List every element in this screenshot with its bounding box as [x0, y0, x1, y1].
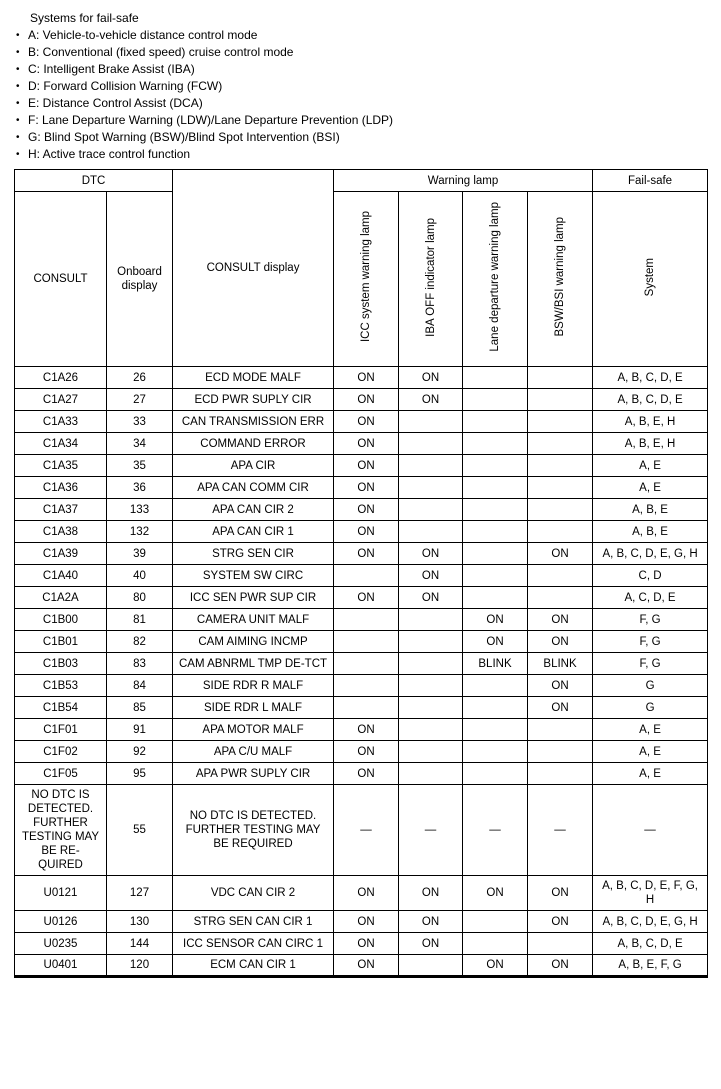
table-row [15, 719, 708, 741]
consult-display-cell: SYSTEM SW CIRC [173, 565, 334, 587]
fail-safe-system-label: E: Distance Control Assist (DCA) [28, 96, 203, 110]
bsw-bsi-lamp-cell [528, 565, 593, 587]
fail-safe-system-cell: — [593, 785, 708, 876]
lane-departure-lamp-cell [463, 719, 528, 741]
lane-departure-lamp-cell [463, 911, 528, 933]
fail-safe-system-cell: A, B, E [593, 521, 708, 543]
fail-safe-system-label: C: Intelligent Brake Assist (IBA) [28, 62, 195, 76]
icc-lamp-cell: — [334, 785, 399, 876]
iba-off-lamp-cell [399, 631, 463, 653]
onboard-display-column-header: Onboard display [107, 192, 173, 367]
fail-safe-system-cell: A, B, C, D, E, G, H [593, 911, 708, 933]
fail-safe-system-cell: A, B, C, D, E [593, 933, 708, 955]
iba-off-lamp-cell [399, 411, 463, 433]
fail-safe-system-cell: A, C, D, E [593, 587, 708, 609]
icc-lamp-cell [334, 653, 399, 675]
onboard-display-cell: 55 [107, 785, 173, 876]
iba-off-lamp-cell: ON [399, 911, 463, 933]
bsw-bsi-lamp-cell [528, 719, 593, 741]
icc-lamp-cell: ON [334, 911, 399, 933]
bullet-icon: • [16, 132, 20, 143]
onboard-display-cell: 92 [107, 741, 173, 763]
consult-display-cell: APA CIR [173, 455, 334, 477]
lane-departure-lamp-cell [463, 741, 528, 763]
onboard-display-cell: 127 [107, 876, 173, 911]
fail-safe-system-label: D: Forward Collision Warning (FCW) [28, 79, 223, 93]
system-column-label: System [644, 257, 657, 297]
lane-departure-lamp-cell: ON [463, 609, 528, 631]
warning-lamp-group-header: Warning lamp [334, 170, 593, 192]
consult-dtc-cell: C1A38 [15, 521, 107, 543]
table-row [15, 477, 708, 499]
consult-dtc-cell: C1B03 [15, 653, 107, 675]
lane-departure-lamp-cell [463, 411, 528, 433]
fail-safe-system-cell: A, B, E, F, G [593, 955, 708, 977]
bsw-bsi-lamp-cell [528, 587, 593, 609]
lane-departure-lamp-column-header [463, 192, 528, 367]
bsw-bsi-lamp-cell [528, 741, 593, 763]
consult-display-cell: APA MOTOR MALF [173, 719, 334, 741]
lane-departure-lamp-cell: BLINK [463, 653, 528, 675]
icc-lamp-cell: ON [334, 741, 399, 763]
iba-off-lamp-cell: — [399, 785, 463, 876]
fail-safe-group-header: Fail-safe [593, 170, 708, 192]
dtc-table [14, 169, 708, 978]
iba-off-lamp-cell [399, 499, 463, 521]
consult-dtc-cell: C1F01 [15, 719, 107, 741]
iba-off-lamp-cell [399, 521, 463, 543]
bsw-bsi-lamp-cell [528, 933, 593, 955]
table-row [15, 785, 708, 876]
bsw-bsi-lamp-cell: ON [528, 911, 593, 933]
icc-lamp-cell: ON [334, 411, 399, 433]
bsw-bsi-lamp-cell [528, 411, 593, 433]
consult-dtc-cell: C1A26 [15, 367, 107, 389]
table-row [15, 433, 708, 455]
icc-lamp-cell [334, 697, 399, 719]
bullet-icon: • [16, 98, 20, 109]
table-row [15, 697, 708, 719]
fail-safe-system-cell: A, E [593, 741, 708, 763]
consult-dtc-cell: C1A36 [15, 477, 107, 499]
table-row [15, 389, 708, 411]
onboard-display-cell: 132 [107, 521, 173, 543]
bsw-bsi-lamp-cell: ON [528, 697, 593, 719]
bullet-icon: • [16, 47, 20, 58]
consult-display-header: CONSULT display [173, 170, 334, 367]
consult-display-cell: COMMAND ERROR [173, 433, 334, 455]
table-row [15, 955, 708, 977]
lane-departure-lamp-cell [463, 675, 528, 697]
fail-safe-systems-list [14, 27, 707, 163]
lane-departure-lamp-cell [463, 697, 528, 719]
lane-departure-lamp-cell [463, 543, 528, 565]
bullet-icon: • [16, 115, 20, 126]
consult-dtc-cell: C1B01 [15, 631, 107, 653]
consult-display-cell: NO DTC IS DETECTED. FURTHER TESTING MAY BE REQUIRED [173, 785, 334, 876]
fail-safe-system-cell: A, E [593, 719, 708, 741]
consult-display-cell: CAM AIMING INCMP [173, 631, 334, 653]
consult-dtc-cell: NO DTC IS DETECTED. FURTHER TESTING MAY BE RE-QUIRED [15, 785, 107, 876]
fail-safe-system-cell: A, E [593, 477, 708, 499]
consult-display-cell: APA CAN COMM CIR [173, 477, 334, 499]
fail-safe-system-cell: F, G [593, 631, 708, 653]
lane-departure-lamp-cell: ON [463, 955, 528, 977]
icc-lamp-cell [334, 675, 399, 697]
lane-departure-lamp-cell [463, 565, 528, 587]
fail-safe-system-label: A: Vehicle-to-vehicle distance control mode [28, 28, 258, 42]
fail-safe-system-cell: F, G [593, 609, 708, 631]
fail-safe-system-cell: G [593, 697, 708, 719]
icc-lamp-cell: ON [334, 719, 399, 741]
bsw-bsi-lamp-cell [528, 477, 593, 499]
icc-lamp-cell: ON [334, 521, 399, 543]
bsw-bsi-lamp-cell [528, 763, 593, 785]
lane-departure-lamp-cell [463, 499, 528, 521]
lane-departure-lamp-cell [463, 933, 528, 955]
icc-lamp-cell: ON [334, 543, 399, 565]
fail-safe-system-cell: C, D [593, 565, 708, 587]
bsw-bsi-lamp-cell: ON [528, 543, 593, 565]
icc-lamp-cell: ON [334, 389, 399, 411]
table-row [15, 565, 708, 587]
table-row [15, 521, 708, 543]
onboard-display-cell: 91 [107, 719, 173, 741]
bsw-bsi-lamp-cell [528, 521, 593, 543]
consult-dtc-cell: U0235 [15, 933, 107, 955]
list-item [14, 78, 707, 95]
icc-lamp-cell: ON [334, 876, 399, 911]
onboard-display-cell: 34 [107, 433, 173, 455]
list-item [14, 95, 707, 112]
table-row [15, 763, 708, 785]
dtc-group-header: DTC [15, 170, 173, 192]
consult-display-cell: APA PWR SUPLY CIR [173, 763, 334, 785]
onboard-display-cell: 84 [107, 675, 173, 697]
fail-safe-system-cell: A, B, C, D, E, G, H [593, 543, 708, 565]
iba-off-lamp-cell [399, 741, 463, 763]
consult-dtc-cell: C1A37 [15, 499, 107, 521]
lane-departure-lamp-cell: — [463, 785, 528, 876]
fail-safe-system-label: B: Conventional (fixed speed) cruise control mode [28, 45, 294, 59]
onboard-display-cell: 80 [107, 587, 173, 609]
onboard-display-cell: 83 [107, 653, 173, 675]
onboard-display-cell: 36 [107, 477, 173, 499]
onboard-display-cell: 27 [107, 389, 173, 411]
fail-safe-system-cell: G [593, 675, 708, 697]
consult-display-cell: ICC SEN PWR SUP CIR [173, 587, 334, 609]
consult-dtc-cell: C1A34 [15, 433, 107, 455]
fail-safe-system-cell: A, B, C, D, E, F, G, H [593, 876, 708, 911]
table-group-header-row [15, 170, 708, 192]
onboard-display-cell: 120 [107, 955, 173, 977]
consult-display-cell: CAMERA UNIT MALF [173, 609, 334, 631]
icc-lamp-cell: ON [334, 477, 399, 499]
dtc-table-body [15, 367, 708, 977]
consult-dtc-cell: C1B00 [15, 609, 107, 631]
consult-display-cell: CAN TRANSMISSION ERR [173, 411, 334, 433]
iba-off-lamp-cell [399, 955, 463, 977]
icc-lamp-cell [334, 609, 399, 631]
bsw-bsi-lamp-cell: ON [528, 955, 593, 977]
bsw-bsi-lamp-cell [528, 455, 593, 477]
bsw-bsi-lamp-cell [528, 367, 593, 389]
icc-lamp-cell: ON [334, 433, 399, 455]
consult-display-cell: APA C/U MALF [173, 741, 334, 763]
fail-safe-system-cell: A, B, C, D, E [593, 367, 708, 389]
list-item [14, 44, 707, 61]
onboard-display-cell: 82 [107, 631, 173, 653]
bullet-icon: • [16, 149, 20, 160]
lane-departure-lamp-cell [463, 763, 528, 785]
table-row [15, 455, 708, 477]
lane-departure-lamp-cell [463, 389, 528, 411]
iba-off-lamp-cell [399, 763, 463, 785]
list-item [14, 27, 707, 44]
iba-off-lamp-cell: ON [399, 933, 463, 955]
fail-safe-system-cell: A, B, C, D, E [593, 389, 708, 411]
system-column-header [593, 192, 708, 367]
iba-off-lamp-cell [399, 455, 463, 477]
icc-lamp-cell [334, 631, 399, 653]
iba-off-lamp-cell [399, 719, 463, 741]
table-row [15, 587, 708, 609]
fail-safe-system-cell: A, B, E, H [593, 433, 708, 455]
icc-lamp-cell: ON [334, 367, 399, 389]
list-item [14, 61, 707, 78]
onboard-display-cell: 33 [107, 411, 173, 433]
onboard-display-cell: 39 [107, 543, 173, 565]
consult-display-cell: APA CAN CIR 2 [173, 499, 334, 521]
lane-departure-lamp-cell [463, 477, 528, 499]
icc-warning-lamp-label: ICC system warning lamp [360, 211, 373, 343]
icc-lamp-cell: ON [334, 587, 399, 609]
fail-safe-system-cell: A, B, E, H [593, 411, 708, 433]
table-row [15, 911, 708, 933]
onboard-display-cell: 95 [107, 763, 173, 785]
consult-dtc-cell: C1A2A [15, 587, 107, 609]
consult-dtc-cell: U0401 [15, 955, 107, 977]
icc-lamp-cell: ON [334, 455, 399, 477]
consult-dtc-cell: U0126 [15, 911, 107, 933]
consult-dtc-cell: C1A40 [15, 565, 107, 587]
onboard-display-cell: 81 [107, 609, 173, 631]
icc-lamp-cell: ON [334, 763, 399, 785]
fail-safe-systems-section [14, 10, 707, 163]
iba-off-lamp-cell [399, 477, 463, 499]
consult-dtc-cell: C1F05 [15, 763, 107, 785]
lane-departure-lamp-cell [463, 433, 528, 455]
icc-lamp-cell: ON [334, 499, 399, 521]
consult-display-cell: APA CAN CIR 1 [173, 521, 334, 543]
icc-lamp-cell: ON [334, 955, 399, 977]
consult-column-header: CONSULT [15, 192, 107, 367]
consult-dtc-cell: C1B53 [15, 675, 107, 697]
iba-off-lamp-cell: ON [399, 565, 463, 587]
iba-off-lamp-column-header [399, 192, 463, 367]
fail-safe-system-cell: F, G [593, 653, 708, 675]
section-title: Systems for fail-safe [30, 11, 139, 25]
consult-display-cell: STRG SEN CAN CIR 1 [173, 911, 334, 933]
consult-dtc-cell: C1A39 [15, 543, 107, 565]
icc-lamp-cell [334, 565, 399, 587]
bsw-bsi-lamp-column-header [528, 192, 593, 367]
bsw-bsi-lamp-cell: ON [528, 609, 593, 631]
consult-display-cell: STRG SEN CIR [173, 543, 334, 565]
consult-dtc-cell: C1A35 [15, 455, 107, 477]
fail-safe-system-label: F: Lane Departure Warning (LDW)/Lane Departure Prevention (LDP) [28, 113, 394, 127]
fail-safe-system-cell: A, E [593, 455, 708, 477]
table-row [15, 367, 708, 389]
fail-safe-system-cell: A, B, E [593, 499, 708, 521]
iba-off-lamp-label: IBA OFF indicator lamp [424, 217, 437, 337]
consult-dtc-cell: U0121 [15, 876, 107, 911]
icc-lamp-cell: ON [334, 933, 399, 955]
consult-dtc-cell: C1B54 [15, 697, 107, 719]
icc-warning-lamp-column-header [334, 192, 399, 367]
bsw-bsi-lamp-cell [528, 389, 593, 411]
iba-off-lamp-cell [399, 609, 463, 631]
table-row [15, 411, 708, 433]
table-row [15, 499, 708, 521]
iba-off-lamp-cell [399, 653, 463, 675]
table-row [15, 741, 708, 763]
table-row [15, 631, 708, 653]
bsw-bsi-lamp-cell: ON [528, 876, 593, 911]
consult-display-cell: ECD PWR SUPLY CIR [173, 389, 334, 411]
bsw-bsi-lamp-cell [528, 433, 593, 455]
lane-departure-lamp-cell: ON [463, 876, 528, 911]
lane-departure-lamp-cell: ON [463, 631, 528, 653]
bsw-bsi-lamp-cell: BLINK [528, 653, 593, 675]
iba-off-lamp-cell: ON [399, 367, 463, 389]
consult-display-cell: SIDE RDR R MALF [173, 675, 334, 697]
bullet-icon: • [16, 81, 20, 92]
table-row [15, 653, 708, 675]
iba-off-lamp-cell [399, 675, 463, 697]
bsw-bsi-lamp-cell: ON [528, 675, 593, 697]
fail-safe-system-label: H: Active trace control function [28, 147, 191, 161]
onboard-display-cell: 144 [107, 933, 173, 955]
bsw-bsi-lamp-cell: — [528, 785, 593, 876]
consult-display-cell: VDC CAN CIR 2 [173, 876, 334, 911]
table-row [15, 609, 708, 631]
onboard-display-cell: 130 [107, 911, 173, 933]
consult-dtc-cell: C1A27 [15, 389, 107, 411]
consult-display-cell: ICC SENSOR CAN CIRC 1 [173, 933, 334, 955]
consult-dtc-cell: C1A33 [15, 411, 107, 433]
iba-off-lamp-cell [399, 433, 463, 455]
lane-departure-lamp-cell [463, 455, 528, 477]
list-item [14, 129, 707, 146]
iba-off-lamp-cell: ON [399, 543, 463, 565]
table-row [15, 543, 708, 565]
lane-departure-lamp-label: Lane departure warning lamp [489, 202, 502, 352]
lane-departure-lamp-cell [463, 587, 528, 609]
iba-off-lamp-cell: ON [399, 587, 463, 609]
bsw-bsi-lamp-cell: ON [528, 631, 593, 653]
list-item [14, 146, 707, 163]
table-column-header-row [15, 192, 708, 367]
iba-off-lamp-cell: ON [399, 389, 463, 411]
lane-departure-lamp-cell [463, 521, 528, 543]
onboard-display-cell: 133 [107, 499, 173, 521]
iba-off-lamp-cell: ON [399, 876, 463, 911]
list-item [14, 112, 707, 129]
fail-safe-system-cell: A, E [593, 763, 708, 785]
onboard-display-cell: 40 [107, 565, 173, 587]
bsw-bsi-lamp-cell [528, 499, 593, 521]
table-row [15, 876, 708, 911]
fail-safe-system-label: G: Blind Spot Warning (BSW)/Blind Spot Intervention (BSI) [28, 130, 340, 144]
table-row [15, 933, 708, 955]
consult-dtc-cell: C1F02 [15, 741, 107, 763]
onboard-display-cell: 85 [107, 697, 173, 719]
onboard-display-cell: 26 [107, 367, 173, 389]
bullet-icon: • [16, 30, 20, 41]
consult-display-cell: CAM ABNRML TMP DE-TCT [173, 653, 334, 675]
consult-display-cell: ECD MODE MALF [173, 367, 334, 389]
iba-off-lamp-cell [399, 697, 463, 719]
onboard-display-cell: 35 [107, 455, 173, 477]
bullet-icon: • [16, 64, 20, 75]
bsw-bsi-lamp-label: BSW/BSI warning lamp [554, 217, 567, 337]
lane-departure-lamp-cell [463, 367, 528, 389]
table-row [15, 675, 708, 697]
consult-display-cell: SIDE RDR L MALF [173, 697, 334, 719]
consult-display-cell: ECM CAN CIR 1 [173, 955, 334, 977]
